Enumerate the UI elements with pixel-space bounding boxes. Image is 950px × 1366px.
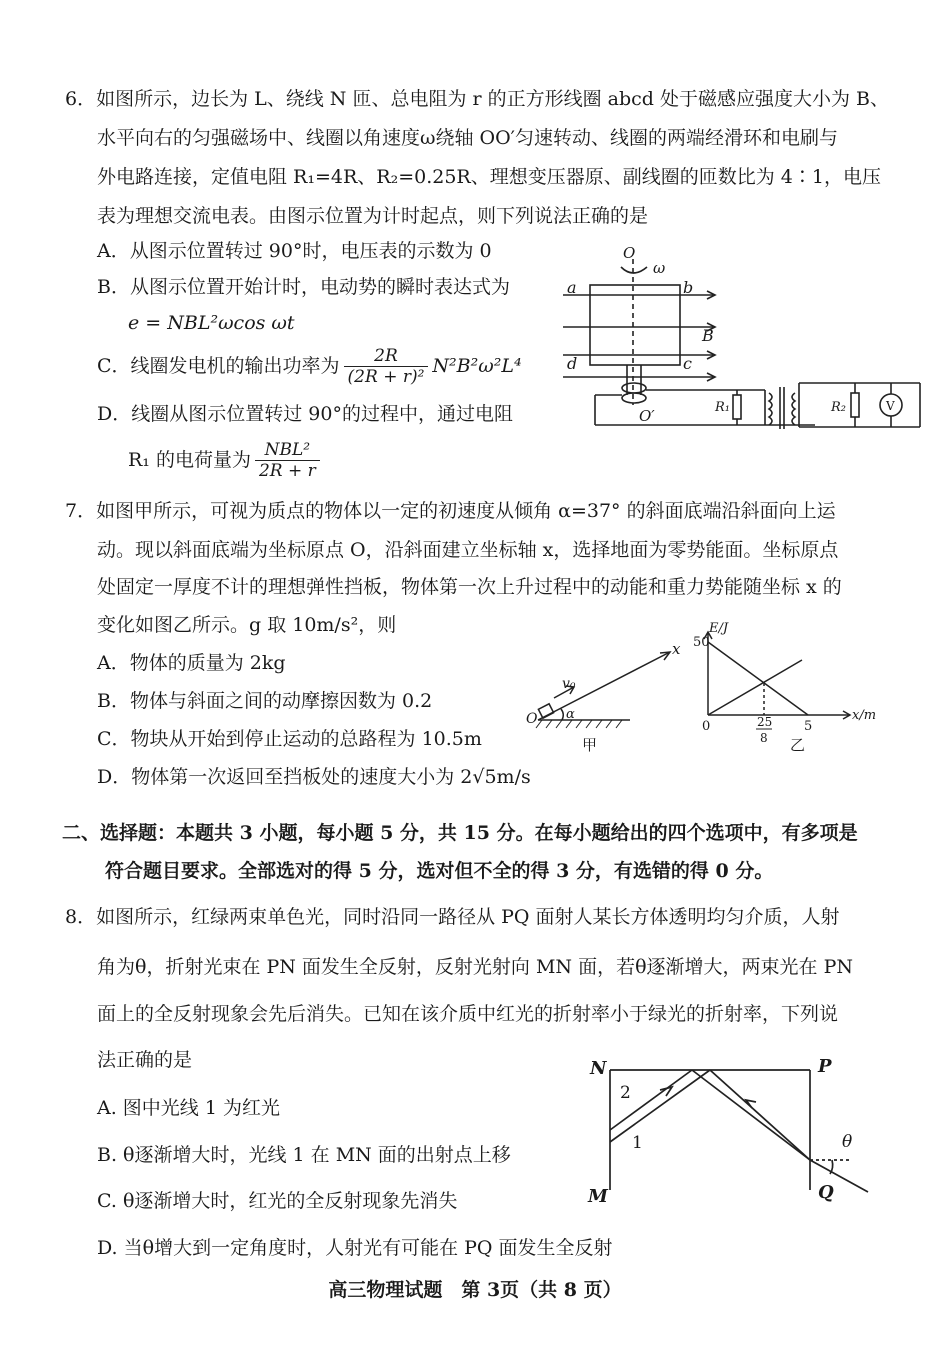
label-m: M: [588, 1186, 608, 1207]
page-footer: 高三物理试题 第 3页（共 8 页）: [328, 1279, 622, 1301]
q6-stem-line4: 表为理想交流电表。由图示位置为计时起点，则下列说法正确的是: [97, 205, 649, 227]
q8-stem-line2: 角为θ，折射光束在 PN 面发生全反射，反射光射向 MN 面，若θ逐渐增大，两束光在 PN: [97, 956, 853, 978]
label-r1: R₁: [715, 400, 730, 415]
rotation-arrow: [621, 267, 647, 273]
label-origin-0: 0: [702, 719, 711, 734]
potential-energy-line: [708, 660, 802, 715]
label-x-axis: x: [672, 640, 681, 658]
q6-option-d-denominator: 2R + r: [258, 461, 316, 482]
label-ray-1: 1: [632, 1133, 643, 1153]
label-o: O: [623, 245, 636, 262]
q6-stem-line3: 外电路连接，定值电阻 R₁=4R、R₂=0.25R、理想变压器原、副线圈的匝数比为 4∶1，电压: [97, 166, 881, 188]
label-theta: θ: [842, 1132, 853, 1152]
q6-option-c-numerator: 2R: [344, 346, 429, 367]
q6-option-c-prefix: C．线圈发电机的输出功率为: [97, 354, 340, 377]
label-y-50: 50: [693, 635, 710, 650]
q7-stem-line2: 动。现以斜面底端为坐标原点 O，沿斜面建立坐标轴 x，选择地面为零势能面。坐标原点: [97, 539, 839, 561]
q6-option-d-numerator: NBL²: [255, 440, 320, 461]
label-c: c: [683, 354, 692, 373]
q6-option-d-line2: [128, 440, 324, 482]
transformer-primary-coil: [769, 393, 772, 425]
q8-optics-figure: [580, 1050, 880, 1210]
kinetic-energy-line: [708, 642, 808, 715]
q6-option-a: A．从图示位置转过 90°时，电压表的示数为 0: [97, 240, 492, 262]
q6-option-c: [97, 346, 522, 388]
section2-heading-line1: 二、选择题：本题共 3 小题，每小题 5 分，共 15 分。在每小题给出的四个选项中，有多项是: [62, 822, 858, 844]
label-d: d: [567, 354, 578, 373]
label-o-prime: O′: [639, 407, 655, 425]
q6-option-b: B．从图示位置开始计时，电动势的瞬时表达式为: [97, 276, 510, 298]
label-voltmeter: V: [886, 399, 895, 413]
resistor-r2: [851, 393, 859, 417]
q6-option-b-formula: e = NBL²ωcos ωt: [128, 312, 295, 334]
q7-option-a: A．物体的质量为 2kg: [97, 652, 286, 674]
q6-option-c-denominator: (2R + r)²: [347, 367, 425, 388]
coil-abcd: [590, 285, 680, 365]
q7-incline-figure: [520, 640, 690, 760]
label-r2: R₂: [831, 400, 846, 415]
q7-option-b: B．物体与斜面之间的动摩擦因数为 0.2: [97, 690, 433, 712]
label-field-b: B: [702, 326, 714, 345]
label-tick-denominator: 8: [760, 731, 768, 745]
q8-option-a: A. 图中光线 1 为红光: [97, 1097, 280, 1119]
transformer-secondary-coil: [792, 393, 795, 425]
q8-option-d: D. 当θ增大到一定角度时，人射光有可能在 PQ 面发生全反射: [97, 1237, 613, 1259]
q6-option-d: D．线圈从图示位置转过 90°的过程中，通过电阻: [97, 403, 513, 425]
block: [538, 704, 553, 718]
label-a: a: [567, 278, 577, 297]
label-omega: ω: [653, 259, 666, 277]
q8-option-b: B. θ逐渐增大时，光线 1 在 MN 面的出射点上移: [97, 1144, 511, 1166]
label-x-axis-m: x/m: [852, 708, 877, 723]
label-ray-2: 2: [620, 1083, 631, 1103]
ray-1: [610, 1070, 710, 1142]
q6-option-c-suffix: N²B²ω²L⁴: [432, 354, 522, 377]
q6-option-d-prefix: R₁ 的电荷量为: [128, 448, 251, 471]
q6-generator-figure: [555, 245, 925, 435]
label-energy-axis: E/J: [709, 621, 729, 636]
q7-stem-line4: 变化如图乙所示。g 取 10m/s²，则: [97, 614, 397, 636]
resistor-r1: [733, 395, 741, 419]
label-tick-5: 5: [804, 719, 813, 734]
label-n: N: [590, 1058, 607, 1079]
label-q: Q: [818, 1182, 834, 1203]
q8-option-c: C. θ逐渐增大时，红光的全反射现象先消失: [97, 1190, 458, 1212]
q6-stem-line1: 6．如图所示，边长为 L、绕线 N 匝、总电阻为 r 的正方形线圈 abcd 处于磁感应强度大小为 B、: [65, 88, 889, 110]
q7-energy-graph: [690, 620, 890, 760]
section2-heading-line2: 符合题目要求。全部选对的得 5 分，选对但不全的得 3 分，有选错的得 0 分。: [105, 860, 774, 882]
label-v0: v₀: [562, 676, 576, 692]
q6-option-c-fraction: [344, 346, 429, 388]
label-b: b: [683, 278, 694, 297]
q8-stem-line3: 面上的全反射现象会先后消失。已知在该介质中红光的折射率小于绿光的折射率，下列说: [97, 1003, 839, 1025]
q8-stem-line4: 法正确的是: [97, 1049, 193, 1071]
q7-option-d: D．物体第一次返回至挡板处的速度大小为 2√5m/s: [97, 766, 531, 788]
label-jia: 甲: [582, 736, 598, 754]
q6-stem-line2: 水平向右的匀强磁场中、线圈以角速度ω绕轴 OO′匀速转动、线圈的两端经滑环和电刷与: [97, 127, 839, 149]
label-p: P: [818, 1056, 832, 1077]
label-alpha: α: [566, 707, 575, 722]
q7-stem-line3: 处固定一厚度不计的理想弹性挡板，物体第一次上升过程中的动能和重力势能随坐标 x 的: [97, 576, 842, 598]
label-tick-numerator: 25: [757, 715, 773, 729]
q6-option-d-fraction: [255, 440, 320, 482]
incline-axis-x: [538, 652, 670, 720]
q7-stem-line1: 7．如图甲所示，可视为质点的物体以一定的初速度从倾角 α=37° 的斜面底端沿斜面向上运: [65, 500, 836, 522]
label-origin-o: O: [526, 711, 538, 727]
q8-stem-line1: 8．如图所示，红绿两束单色光，同时沿同一路径从 PQ 面射人某长方体透明均匀介质，人射: [65, 906, 840, 928]
q7-option-c: C．物块从开始到停止运动的总路程为 10.5m: [97, 728, 482, 750]
label-yi: 乙: [790, 736, 806, 754]
